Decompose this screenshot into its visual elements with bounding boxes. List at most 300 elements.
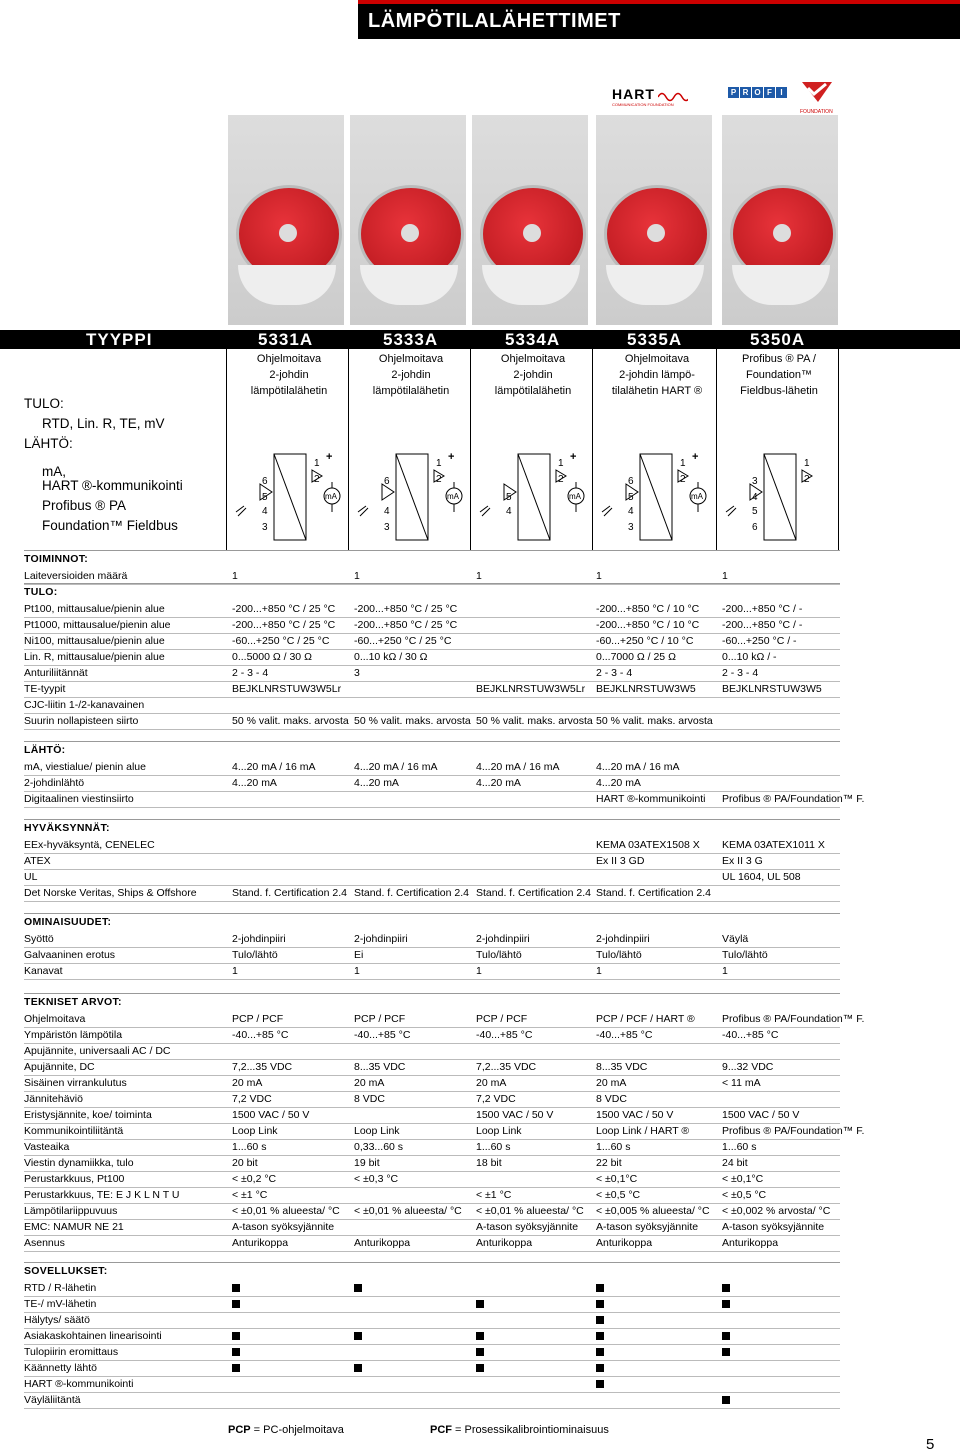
type-subtitle-line: Profibus ® PA / xyxy=(742,353,816,365)
table-cell: -60...+250 °C / 10 °C xyxy=(596,635,694,647)
table-row xyxy=(24,1107,840,1124)
footnote-pcf: PCF = Prosessikalibrointiominaisuus xyxy=(430,1424,609,1436)
table-row xyxy=(24,963,840,980)
table-cell: 1500 VAC / 50 V xyxy=(232,1109,310,1121)
table-cell: 20 mA xyxy=(232,1077,263,1089)
table-cell: 0...7000 Ω / 25 Ω xyxy=(596,651,676,663)
output-pin-number: 2 xyxy=(436,474,442,485)
table-cell: 8...35 VDC xyxy=(596,1061,648,1073)
output-pin-number: 1 xyxy=(804,458,810,469)
table-cell: 1 xyxy=(354,965,360,977)
row-label: Ohjelmoitava xyxy=(24,1013,86,1025)
pin-number: 4 xyxy=(384,506,390,517)
table-row xyxy=(24,633,840,650)
type-subtitle-line: 2-johdin xyxy=(391,369,431,381)
table-cell: 4...20 mA / 16 mA xyxy=(596,761,680,773)
table-cell: 1 xyxy=(596,965,602,977)
row-label: Tulopiirin eromittaus xyxy=(24,1346,119,1358)
table-cell: 18 bit xyxy=(476,1157,502,1169)
filled-square-icon xyxy=(476,1364,484,1372)
table-cell: 1...60 s xyxy=(596,1141,631,1153)
table-cell: < ±0,5 °C xyxy=(722,1189,767,1201)
filled-square-icon xyxy=(232,1348,240,1356)
table-cell: 1500 VAC / 50 V xyxy=(722,1109,800,1121)
table-cell: 20 bit xyxy=(232,1157,258,1169)
foundation-logo-text: FOUNDATION xyxy=(800,109,833,115)
row-label: Pt100, mittausalue/pienin alue xyxy=(24,603,165,615)
type-subtitle-line: lämpötilalähetin xyxy=(494,385,572,397)
profi-letter: O xyxy=(752,87,763,98)
filled-square-icon xyxy=(722,1332,730,1340)
table-cell: -40...+85 °C xyxy=(354,1029,411,1041)
output-pin-number: 2 xyxy=(314,474,320,485)
type-subtitle-line: lämpötilalähetin xyxy=(372,385,450,397)
table-cell: -40...+85 °C xyxy=(476,1029,533,1041)
table-cell xyxy=(476,1344,484,1361)
io-label: Foundation™ Fieldbus xyxy=(42,518,178,533)
row-label: Väyläliitäntä xyxy=(24,1394,81,1406)
table-cell: A-tason syöksyjännite xyxy=(232,1221,335,1233)
section-title: OMINAISUUDET: xyxy=(24,916,112,928)
table-cell: Anturikoppa xyxy=(354,1237,411,1249)
filled-square-icon xyxy=(476,1300,484,1308)
table-row xyxy=(24,1091,840,1108)
table-cell xyxy=(232,1296,240,1313)
table-cell: -200...+850 °C / 10 °C xyxy=(596,619,700,631)
table-cell xyxy=(596,1328,604,1345)
table-row xyxy=(24,697,840,714)
filled-square-icon xyxy=(232,1364,240,1372)
type-subtitle-line: 2-johdin lämpö- xyxy=(619,369,695,381)
table-cell: < 11 mA xyxy=(722,1077,761,1089)
row-label: RTD / R-lähetin xyxy=(24,1282,97,1294)
table-cell: 1 xyxy=(232,570,238,582)
table-cell: 4...20 mA xyxy=(596,777,641,789)
type-subtitle-line: tilalähetin HART ® xyxy=(611,385,703,397)
table-cell: 0...10 kΩ / 30 Ω xyxy=(354,651,428,663)
table-row xyxy=(24,853,840,870)
table-cell: BEJKLNRSTUW3W5 xyxy=(722,683,822,695)
product-photo-5331a xyxy=(228,115,344,325)
plus-sign: + xyxy=(570,452,577,463)
table-cell: Profibus ® PA/Foundation™ F. xyxy=(722,1013,865,1025)
filled-square-icon xyxy=(476,1348,484,1356)
row-label: Digitaalinen viestinsiirto xyxy=(24,793,134,805)
table-cell: 1...60 s xyxy=(232,1141,267,1153)
table-cell: < ±0,005 % alueesta/ °C xyxy=(596,1205,710,1217)
filled-square-icon xyxy=(722,1284,730,1292)
footnote-pcp: PCP = PC-ohjelmoitava xyxy=(228,1424,344,1436)
pin-number: 3 xyxy=(628,522,634,533)
table-cell: -60...+250 °C / - xyxy=(722,635,797,647)
table-cell: < ±0,2 °C xyxy=(232,1173,277,1185)
table-row xyxy=(24,681,840,698)
filled-square-icon xyxy=(596,1332,604,1340)
filled-square-icon xyxy=(722,1396,730,1404)
table-cell xyxy=(596,1296,604,1313)
table-cell: 4...20 mA xyxy=(232,777,277,789)
page-title: LÄMPÖTILALÄHETTIMET xyxy=(358,4,960,39)
row-label: Kommunikointiliitäntä xyxy=(24,1125,124,1137)
table-cell: HART ®-kommunikointi xyxy=(596,793,706,805)
ma-meter: mA xyxy=(691,492,703,501)
table-cell: 20 mA xyxy=(596,1077,627,1089)
filled-square-icon xyxy=(722,1300,730,1308)
pin-number: 4 xyxy=(506,506,512,517)
table-cell: 1 xyxy=(722,570,728,582)
section-title: LÄHTÖ: xyxy=(24,744,66,756)
table-cell: -200...+850 °C / 10 °C xyxy=(596,603,700,615)
hart-logo-text: HART xyxy=(612,86,655,102)
table-cell: 7,2...35 VDC xyxy=(476,1061,537,1073)
product-photo-5350a xyxy=(722,115,838,325)
row-label: UL xyxy=(24,871,38,883)
row-label: CJC-liitin 1-/2-kanavainen xyxy=(24,699,145,711)
table-cell: A-tason syöksyjännite xyxy=(722,1221,825,1233)
page-number: 5 xyxy=(926,1436,935,1453)
table-cell xyxy=(722,1296,730,1313)
product-photo-5333a xyxy=(350,115,466,325)
type-subtitle-line: Ohjelmoitava xyxy=(624,353,690,365)
table-cell: Profibus ® PA/Foundation™ F. xyxy=(722,1125,865,1137)
table-row xyxy=(24,1027,840,1044)
table-row xyxy=(24,1155,840,1172)
table-row xyxy=(24,931,840,948)
table-row xyxy=(24,601,840,618)
table-row xyxy=(24,1280,840,1297)
table-cell: BEJKLNRSTUW3W5Lr xyxy=(232,683,342,695)
table-row xyxy=(24,1075,840,1092)
table-cell xyxy=(476,1328,484,1345)
pin-number: 6 xyxy=(752,522,758,533)
filled-square-icon xyxy=(596,1284,604,1292)
type-header-bar xyxy=(0,330,960,349)
table-cell: -200...+850 °C / 25 °C xyxy=(354,603,458,615)
output-pin-number: 1 xyxy=(558,458,564,469)
table-cell: 0...5000 Ω / 30 Ω xyxy=(232,651,312,663)
table-cell: -40...+85 °C xyxy=(596,1029,653,1041)
table-cell: 1...60 s xyxy=(722,1141,757,1153)
table-cell: 1 xyxy=(722,965,728,977)
section-title: HYVÄKSYNNÄT: xyxy=(24,822,110,834)
row-label: EEx-hyväksyntä, CENELEC xyxy=(24,839,155,851)
table-cell: < ±0,5 °C xyxy=(596,1189,641,1201)
table-cell xyxy=(596,1344,604,1361)
row-label: HART ®-kommunikointi xyxy=(24,1378,134,1390)
table-cell: < ±0,01 % alueesta/ °C xyxy=(354,1205,462,1217)
row-label: Galvaaninen erotus xyxy=(24,949,116,961)
filled-square-icon xyxy=(232,1284,240,1292)
table-row xyxy=(24,759,840,776)
row-label: Apujännite, DC xyxy=(24,1061,95,1073)
row-label: Vasteaika xyxy=(24,1141,70,1153)
table-cell xyxy=(476,1296,484,1313)
table-cell: 8 VDC xyxy=(596,1093,627,1105)
table-cell: 50 % valit. maks. arvosta xyxy=(232,715,349,727)
table-cell: 8 VDC xyxy=(354,1093,385,1105)
type-subtitle xyxy=(596,351,718,399)
table-cell: PCP / PCF xyxy=(354,1013,406,1025)
table-cell: -200...+850 °C / - xyxy=(722,619,803,631)
table-cell: 1500 VAC / 50 V xyxy=(596,1109,674,1121)
table-cell: Anturikoppa xyxy=(232,1237,289,1249)
pin-number: 5 xyxy=(628,492,634,503)
product-photo-5335a xyxy=(596,115,712,325)
model-5350a: 5350A xyxy=(750,330,806,349)
table-row xyxy=(24,1235,840,1252)
table-cell: 4...20 mA / 16 mA xyxy=(476,761,560,773)
table-cell xyxy=(354,1328,362,1345)
table-cell: 4...20 mA / 16 mA xyxy=(354,761,438,773)
table-cell: 19 bit xyxy=(354,1157,380,1169)
table-row xyxy=(24,885,840,902)
table-cell: Loop Link xyxy=(232,1125,278,1137)
pin-number: 4 xyxy=(628,506,634,517)
table-cell: 20 mA xyxy=(354,1077,385,1089)
row-label: Lämpötilariippuvuus xyxy=(24,1205,118,1217)
table-cell xyxy=(476,1360,484,1377)
table-cell: Loop Link / HART ® xyxy=(596,1125,690,1137)
profi-letter: I xyxy=(776,87,787,98)
type-subtitle xyxy=(228,351,350,399)
table-cell: Stand. f. Certification 2.4 xyxy=(596,887,711,899)
table-cell: Tulo/lähtö xyxy=(232,949,278,961)
plus-sign: + xyxy=(692,452,699,463)
row-label: mA, viestialue/ pienin alue xyxy=(24,761,146,773)
output-pin-number: 1 xyxy=(314,458,320,469)
section-divider xyxy=(24,741,840,742)
type-subtitle xyxy=(718,351,840,399)
table-cell: Stand. f. Certification 2.4 xyxy=(476,887,591,899)
row-label: Lin. R, mittausalue/pienin alue xyxy=(24,651,165,663)
table-row xyxy=(24,947,840,964)
table-cell: 2 - 3 - 4 xyxy=(722,667,759,679)
table-cell: A-tason syöksyjännite xyxy=(596,1221,699,1233)
table-cell: 2-johdinpiiri xyxy=(232,933,286,945)
io-label: RTD, Lin. R, TE, mV xyxy=(42,416,165,431)
table-cell: Väylä xyxy=(722,933,749,945)
table-row xyxy=(24,1392,840,1409)
filled-square-icon xyxy=(596,1364,604,1372)
table-cell: KEMA 03ATEX1508 X xyxy=(596,839,700,851)
ma-meter: mA xyxy=(569,492,581,501)
profi-letter: P xyxy=(728,87,739,98)
model-5334a: 5334A xyxy=(505,330,561,349)
table-cell xyxy=(596,1360,604,1377)
row-label: TE-/ mV-lähetin xyxy=(24,1298,97,1310)
section-divider xyxy=(24,819,840,820)
table-cell xyxy=(722,1328,730,1345)
table-cell: 7,2 VDC xyxy=(476,1093,516,1105)
row-label: Sisäinen virrankulutus xyxy=(24,1077,127,1089)
table-cell: 2-johdinpiiri xyxy=(354,933,408,945)
ma-meter: mA xyxy=(447,492,459,501)
pin-number: 6 xyxy=(628,476,634,487)
section-divider xyxy=(24,1262,840,1263)
table-cell: Tulo/lähtö xyxy=(596,949,642,961)
table-cell: Tulo/lähtö xyxy=(722,949,768,961)
table-cell: 9...32 VDC xyxy=(722,1061,774,1073)
table-cell: Ex II 3 GD xyxy=(596,855,645,867)
hart-logo-sub: COMMUNICATION FOUNDATION xyxy=(612,102,674,107)
table-row xyxy=(24,1312,840,1329)
filled-square-icon xyxy=(596,1348,604,1356)
table-cell xyxy=(596,1376,604,1393)
profi-letter: F xyxy=(764,87,775,98)
table-cell: Loop Link xyxy=(354,1125,400,1137)
filled-square-icon xyxy=(596,1300,604,1308)
product-photo-5334a xyxy=(472,115,588,325)
row-label: EMC: NAMUR NE 21 xyxy=(24,1221,124,1233)
wave-icon xyxy=(658,90,688,104)
table-cell: -200...+850 °C / - xyxy=(722,603,803,615)
row-label: Asiakaskohtainen linearisointi xyxy=(24,1330,162,1342)
filled-square-icon xyxy=(354,1364,362,1372)
table-cell: 1 xyxy=(476,965,482,977)
table-cell: Anturikoppa xyxy=(722,1237,779,1249)
table-cell: 8...35 VDC xyxy=(354,1061,406,1073)
model-5333a: 5333A xyxy=(383,330,439,349)
row-label: Hälytys/ säätö xyxy=(24,1314,90,1326)
row-label: Syöttö xyxy=(24,933,54,945)
table-cell: BEJKLNRSTUW3W5 xyxy=(596,683,696,695)
table-cell xyxy=(232,1360,240,1377)
foundation-logo xyxy=(800,80,834,115)
table-row xyxy=(24,1360,840,1377)
table-row xyxy=(24,1171,840,1188)
table-cell: PCP / PCF xyxy=(476,1013,528,1025)
row-label: ATEX xyxy=(24,855,51,867)
pin-number: 5 xyxy=(262,492,268,503)
type-subtitle-line: Ohjelmoitava xyxy=(378,353,444,365)
table-cell: PCP / PCF xyxy=(232,1013,284,1025)
profibus-logo xyxy=(728,82,794,108)
row-label: 2-johdinlähtö xyxy=(24,777,85,789)
table-cell: 7,2 VDC xyxy=(232,1093,272,1105)
table-cell: 7,2...35 VDC xyxy=(232,1061,293,1073)
table-row xyxy=(24,837,840,854)
output-pin-number: 2 xyxy=(558,474,564,485)
table-cell: Tulo/lähtö xyxy=(476,949,522,961)
table-cell: Stand. f. Certification 2.4 xyxy=(354,887,469,899)
io-label: HART ®-kommunikointi xyxy=(42,478,183,493)
type-subtitle-line: Fieldbus-lähetin xyxy=(740,385,818,397)
pin-number: 3 xyxy=(262,522,268,533)
table-cell: < ±0,01 % alueesta/ °C xyxy=(232,1205,340,1217)
profi-letter: R xyxy=(740,87,751,98)
table-cell: 24 bit xyxy=(722,1157,748,1169)
table-cell: 1 xyxy=(476,570,482,582)
table-cell: Anturikoppa xyxy=(476,1237,533,1249)
section-title: TULO: xyxy=(24,586,58,598)
table-row xyxy=(24,1219,840,1236)
table-cell: 4...20 mA xyxy=(476,777,521,789)
wiring-diagram xyxy=(232,452,350,542)
row-label: Det Norske Veritas, Ships & Offshore xyxy=(24,887,197,899)
output-pin-number: 1 xyxy=(436,458,442,469)
table-row xyxy=(24,649,840,666)
row-label: Perustarkkuus, Pt100 xyxy=(24,1173,125,1185)
section-title: TOIMINNOT: xyxy=(24,553,89,565)
type-subtitle-line: 2-johdin xyxy=(269,369,309,381)
io-label: Profibus ® PA xyxy=(42,498,126,513)
pin-number: 6 xyxy=(384,476,390,487)
foundation-icon xyxy=(800,80,834,104)
table-cell: < ±0,1°C xyxy=(722,1173,764,1185)
type-subtitle-line: Ohjelmoitava xyxy=(256,353,322,365)
table-cell: 2 - 3 - 4 xyxy=(596,667,633,679)
row-label: TE-tyypit xyxy=(24,683,66,695)
table-cell: KEMA 03ATEX1011 X xyxy=(722,839,825,851)
table-cell: Profibus ® PA/Foundation™ F. xyxy=(722,793,865,805)
table-cell: Stand. f. Certification 2.4 xyxy=(232,887,347,899)
pin-number: 4 xyxy=(262,506,268,517)
table-row xyxy=(24,1296,840,1313)
table-cell: 1 xyxy=(596,570,602,582)
type-subtitle-line: 2-johdin xyxy=(513,369,553,381)
section-title: SOVELLUKSET: xyxy=(24,1265,108,1277)
filled-square-icon xyxy=(354,1284,362,1292)
table-cell: < ±0,002 % arvosta/ °C xyxy=(722,1205,831,1217)
table-cell: 4...20 mA xyxy=(354,777,399,789)
table-cell: BEJKLNRSTUW3W5Lr xyxy=(476,683,586,695)
pin-number: 5 xyxy=(506,492,512,503)
table-cell: 22 bit xyxy=(596,1157,622,1169)
table-cell: 1 xyxy=(354,570,360,582)
table-cell xyxy=(354,1280,362,1297)
table-row xyxy=(24,617,840,634)
filled-square-icon xyxy=(232,1332,240,1340)
plus-sign: + xyxy=(326,452,333,463)
wiring-diagram xyxy=(598,452,716,542)
table-cell: UL 1604, UL 508 xyxy=(722,871,801,883)
row-label: Perustarkkuus, TE: E J K L N T U xyxy=(24,1189,180,1201)
table-cell: 4...20 mA / 16 mA xyxy=(232,761,316,773)
wiring-diagram xyxy=(354,452,472,542)
row-label: Kanavat xyxy=(24,965,63,977)
table-row xyxy=(24,1187,840,1204)
table-cell xyxy=(354,1360,362,1377)
table-cell xyxy=(232,1280,240,1297)
table-cell: -40...+85 °C xyxy=(722,1029,779,1041)
table-cell: 50 % valit. maks. arvosta xyxy=(354,715,471,727)
table-cell: 3 xyxy=(354,667,360,679)
type-label: TYYPPI xyxy=(86,330,153,349)
table-cell xyxy=(722,1344,730,1361)
table-cell: < ±1 °C xyxy=(476,1189,512,1201)
table-cell: Anturikoppa xyxy=(596,1237,653,1249)
table-cell: 50 % valit. maks. arvosta xyxy=(476,715,593,727)
table-cell: Loop Link xyxy=(476,1125,522,1137)
table-cell xyxy=(596,1312,604,1329)
table-row xyxy=(24,1344,840,1361)
table-cell: 0,33...60 s xyxy=(354,1141,404,1153)
wiring-diagram xyxy=(476,452,594,542)
table-cell: -200...+850 °C / 25 °C xyxy=(232,619,336,631)
table-cell: 50 % valit. maks. arvosta xyxy=(596,715,713,727)
filled-square-icon xyxy=(476,1332,484,1340)
table-cell: -200...+850 °C / 25 °C xyxy=(354,619,458,631)
table-cell xyxy=(232,1328,240,1345)
section-divider xyxy=(24,913,840,914)
table-cell: < ±0,01 % alueesta/ °C xyxy=(476,1205,584,1217)
pin-number: 3 xyxy=(752,476,758,487)
filled-square-icon xyxy=(596,1380,604,1388)
filled-square-icon xyxy=(596,1316,604,1324)
table-row xyxy=(24,1043,840,1060)
row-label: Käännetty lähtö xyxy=(24,1362,97,1374)
table-cell: -60...+250 °C / 25 °C xyxy=(354,635,452,647)
